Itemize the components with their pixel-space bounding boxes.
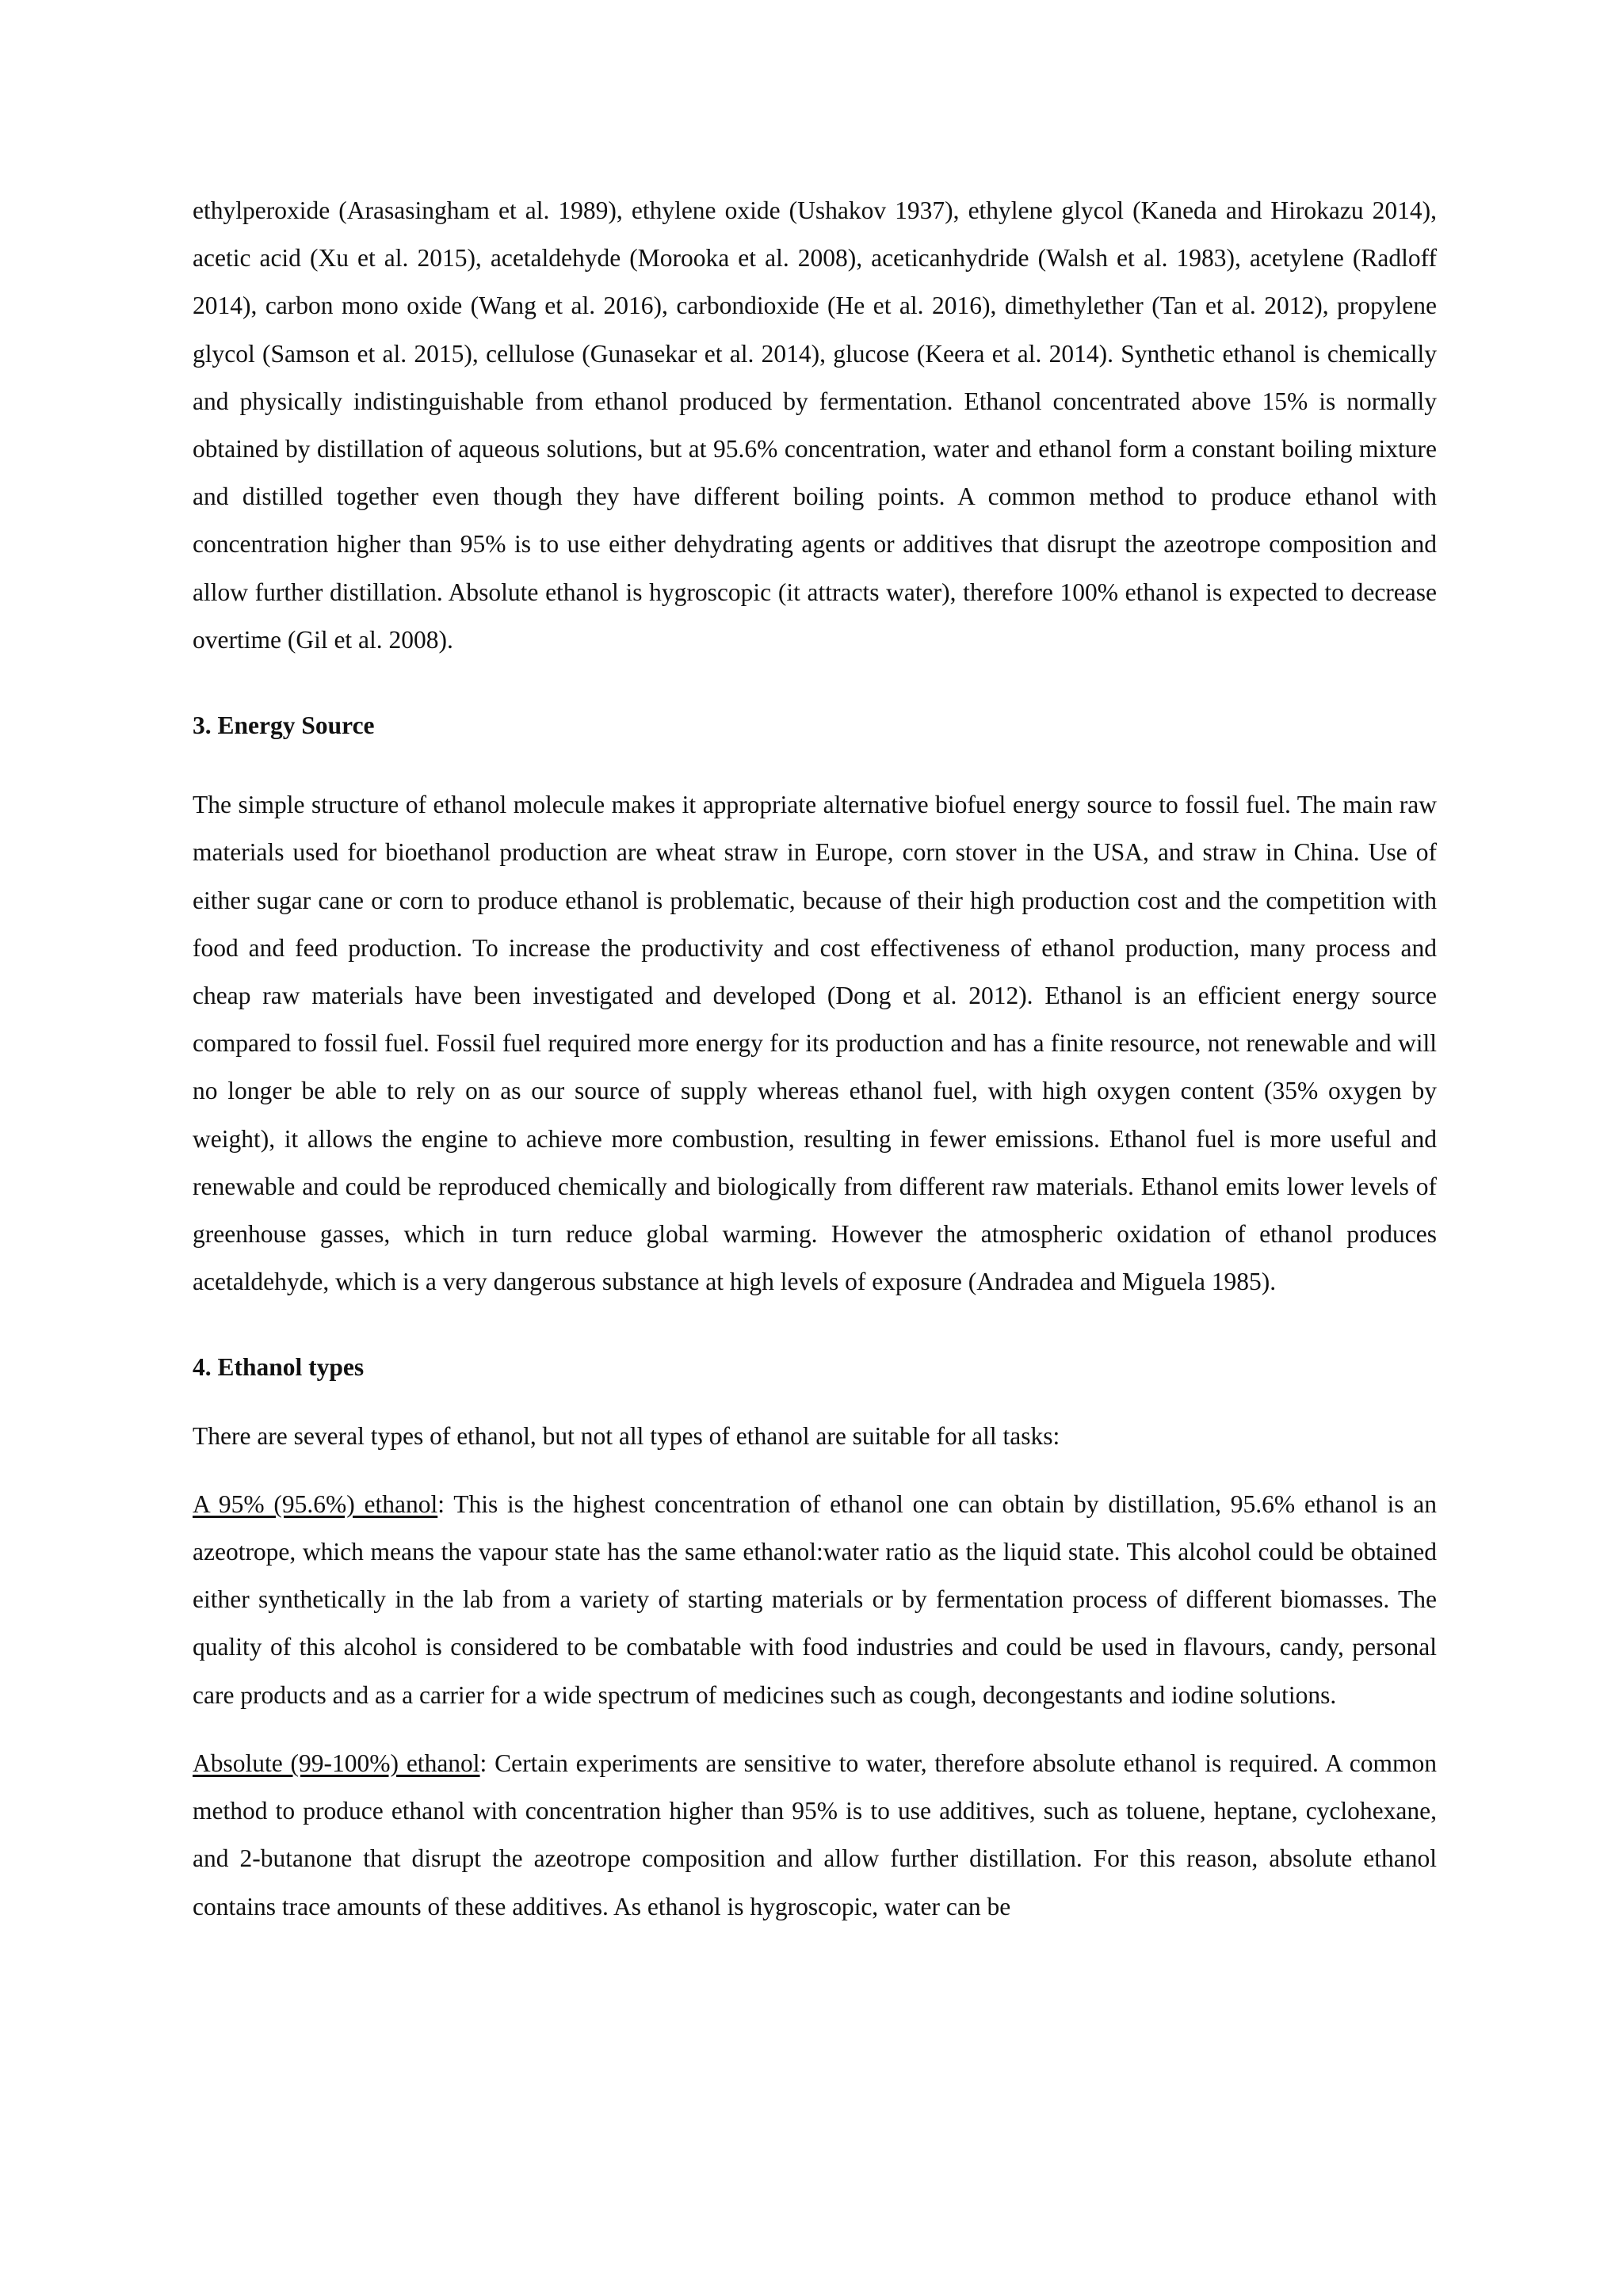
definition-term-absolute-ethanol: Absolute (99-100%) ethanol xyxy=(193,1749,480,1777)
paragraph-synthesis: ethylperoxide (Arasasingham et al. 1989), ethylene oxide (Ushakov 1937), ethylene glycol (Kaneda and Hirokazu 2014), acetic acid (Xu et al. 2015), acetaldehyde (Morooka et al. 2008), aceticanhydride (Walsh et al. 1983), acetylene (Radloff 2014), carbon mono oxide (Wang et al. 2016), carbondioxide (He et al. 2016), dimethylether (Tan et al. 2012), propylene glycol (Samson et al. 2015), cellulose (Gunasekar et al. 2014), glucose (Keera et al. 2014). Synthetic ethanol is chemically and physically indistinguishable from ethanol produced by fermentation. Ethanol concentrated above 15% is normally obtained by distillation of aqueous solutions, but at 95.6% concentration, water and ethanol form a constant boiling mixture and distilled together even though they have different boiling points. A common method to produce ethanol with concentration higher than 95% is to use either dehydrating agents or additives that disrupt the azeotrope composition and allow further distillation. Absolute ethanol is hygroscopic (it attracts water), therefore 100% ethanol is expected to decrease overtime (Gil et al. 2008). xyxy=(193,196,1437,654)
definition-95-ethanol xyxy=(193,1481,1437,1719)
definition-body-95-ethanol: : This is the highest concentration of ethanol one can obtain by distillation, 95.6% ethanol is an azeotrope, which means the vapour state has the same ethanol:water ratio as the liquid state. This alcohol could be obtained either synthetically in the lab from a variety of starting materials or by fermentation process of different biomasses. The quality of this alcohol is considered to be combatable with food industries and could be used in flavours, candy, personal care products and as a carrier for a wide spectrum of medicines such as cough, decongestants and iodine solutions. xyxy=(193,1489,1437,1709)
paragraph-types-intro: There are several types of ethanol, but not all types of ethanol are suitable for all tasks: xyxy=(193,1421,1060,1450)
definition-term-95-ethanol: A 95% (95.6%) ethanol xyxy=(193,1489,438,1518)
section-heading-energy-source: 3. Energy Source xyxy=(193,711,375,740)
definition-body-absolute-ethanol: : Certain experiments are sensitive to water, therefore absolute ethanol is required. A common method to produce ethanol with concentration higher than 95% is to use additives, such as toluene, heptane, cyclohexane, and 2-butanone that disrupt the azeotrope composition and allow further distillation. For this reason, absolute ethanol contains trace amounts of these additives. As ethanol is hygroscopic, water can be xyxy=(193,1749,1437,1920)
paragraph-energy-source: The simple structure of ethanol molecule makes it appropriate alternative biofuel energy source to fossil fuel. The main raw materials used for bioethanol production are wheat straw in Europe, corn stover in the USA, and straw in China. Use of either sugar cane or corn to produce ethanol is problematic, because of their high production cost and the competition with food and feed production. To increase the productivity and cost effectiveness of ethanol production, many process and cheap raw materials have been investigated and developed (Dong et al. 2012). Ethanol is an efficient energy source compared to fossil fuel. Fossil fuel required more energy for its production and has a finite resource, not renewable and will no longer be able to rely on as our source of supply whereas ethanol fuel, with high oxygen content (35% oxygen by weight), it allows the engine to achieve more combustion, resulting in fewer emissions. Ethanol fuel is more useful and renewable and could be reproduced chemically and biologically from different raw materials. Ethanol emits lower levels of greenhouse gasses, which in turn reduce global warming. However the atmospheric oxidation of ethanol produces acetaldehyde, which is a very dangerous substance at high levels of exposure (Andradea and Miguela 1985). xyxy=(193,791,1437,1296)
section-heading-ethanol-types: 4. Ethanol types xyxy=(193,1353,365,1382)
document-page xyxy=(193,187,1437,1931)
definition-absolute-ethanol xyxy=(193,1740,1437,1931)
